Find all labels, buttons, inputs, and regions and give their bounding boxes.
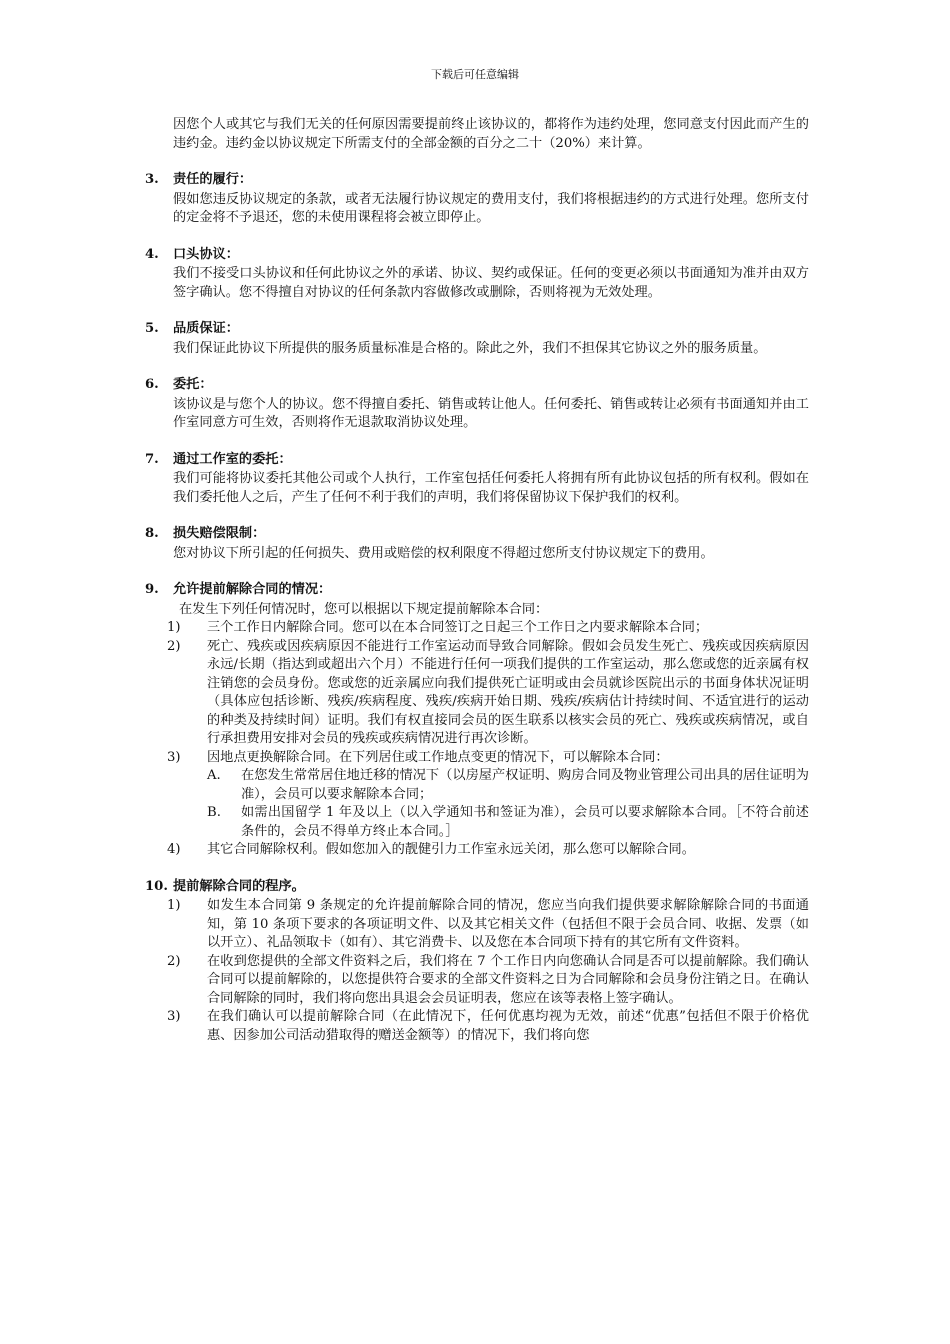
section-6: [145, 376, 809, 433]
list-item: [145, 619, 809, 638]
list-item: [145, 953, 809, 1009]
section-title: 委托：: [173, 377, 213, 392]
section-number: 6.: [145, 377, 159, 392]
item-text: 三个工作日内解除合同。您可以在本合同签订之日起三个工作日之内要求解除本合同；: [207, 620, 709, 635]
sub-item-letter: A.: [207, 768, 221, 783]
list-item: [145, 749, 809, 768]
section-body: 我们可能将协议委托其他公司或个人执行，工作室包括任何委托人将拥有所有此协议包括的所有权利。假如在我们委托他人之后，产生了任何不利于我们的声明，我们将保留协议下保护我们的权利。: [173, 471, 809, 505]
section-body: 您对协议下所引起的任何损失、费用或赔偿的权利限度不得超过您所支付协议规定下的费用。: [173, 545, 714, 561]
document-body: [145, 116, 809, 1063]
item-number: 1): [167, 620, 181, 635]
item-text: 如发生本合同第 9 条规定的允许提前解除合同的情况，您应当向我们提供要求解除解除合同的书面通知，第 10 条项下要求的各项证明文件、以及其它相关文件（包括但不限于会员合同、收据、发票（如以开立）、礼品领取卡（如有）、其它消费卡、以及您在本合同项下持有的其它所有文件资料。: [207, 898, 809, 950]
sub-list-item: [207, 767, 809, 804]
item-text: 因地点更换解除合同。在下列居住或工作地点变更的情况下，可以解除本合同：: [207, 749, 669, 765]
section-5: [145, 320, 809, 358]
section-7: [145, 451, 809, 508]
sub-list-item: [207, 804, 809, 841]
section-title: 口头协议：: [173, 246, 239, 262]
item-number: 2): [167, 638, 181, 654]
section-title: 品质保证：: [173, 321, 239, 336]
section-number: 4.: [145, 246, 159, 262]
section-number: 5.: [145, 321, 159, 336]
section-title: 通过工作室的委托：: [173, 451, 292, 467]
section-body: 我们保证此协议下所提供的服务质量标准是合格的。除此之外，我们不担保其它协议之外的服务质量。: [173, 340, 767, 356]
section-4: [145, 246, 809, 303]
section-title: 允许提前解除合同的情况：: [173, 582, 332, 597]
section-8: [145, 525, 809, 563]
item-text: 死亡、残疾或因疾病原因不能进行工作室运动而导致合同解除。假如会员发生死亡、残疾或因疾病原因永远/长期（指达到或超出六个月）不能进行任何一项我们提供的工作室运动，那么您或您的近亲属有权注销您的会员身份。您或您的近亲属应向我们提供死亡证明或由会员就诊医院出示的书面身体状况证明（具体应包括诊断、残疾/疾病程度、残疾/疾病开始日期、残疾/疾病估计持续时间、不适宜进行的运动的种类及持续时间）证明。我们有权直接同会员的医生联系以核实会员的死亡、残疾或疾病情况，或自行承担费用安排对会员的残疾或疾病情况进行再次诊断。: [207, 638, 809, 746]
list-item: [145, 1008, 809, 1045]
sub-item-text: 在您发生常常居住地迁移的情况下（以房屋产权证明、购房合同及物业管理公司出具的居住证明为准），会员可以要求解除本合同；: [241, 768, 809, 802]
list-item: [145, 638, 809, 749]
item-number: 4): [167, 842, 181, 857]
item-text: 在收到您提供的全部文件资料之后，我们将在 7 个工作日内向您确认合同是否可以提前解除。我们确认合同可以提前解除的，以您提供符合要求的全部文件资料之日为合同解除和会员身份注销之日。在确认合同解除的同时，我们将向您出具退会会员证明表，您应在该等表格上签字确认。: [207, 953, 809, 1006]
section-number: 9.: [145, 582, 159, 597]
section-body: 我们不接受口头协议和任何此协议之外的承诺、协议、契约或保证。任何的变更必须以书面通知为准并由双方签字确认。您不得擅自对协议的任何条款内容做修改或删除，否则将视为无效处理。: [173, 266, 809, 300]
section-body: 该协议是与您个人的协议。您不得擅自委托、销售或转让他人。任何委托、销售或转让必须有书面通知并由工作室同意方可生效，否则将作无退款取消协议处理。: [173, 396, 809, 430]
section-number: 8.: [145, 526, 159, 541]
item-number: 2): [167, 953, 181, 969]
section-3: [145, 171, 809, 228]
section-number: 3.: [145, 172, 159, 187]
section-title: 责任的履行：: [173, 172, 253, 187]
section-10: [145, 878, 809, 1046]
list-item: [145, 841, 809, 860]
sub-item-text: 如需出国留学 1 年及以上（以入学通知书和签证为准），会员可以要求解除本合同。［不符合前述条件的，会员不得单方终止本合同。］: [241, 805, 809, 839]
section-number: 7.: [145, 451, 159, 467]
item-text: 其它合同解除权利。假如您加入的靓健引力工作室永远关闭，那么您可以解除合同。: [207, 842, 695, 857]
sub-item-letter: B.: [207, 805, 221, 820]
section-9: [145, 581, 809, 860]
section-title: 提前解除合同的程序。: [173, 878, 305, 894]
item-number: 1): [167, 898, 181, 913]
page-header: 下载后可任意编辑: [431, 68, 519, 81]
section-title: 损失赔偿限制：: [173, 526, 266, 541]
section-body: 假如您违反协议规定的条款，或者无法履行协议规定的费用支付，我们将根据违约的方式进行处理。您所支付的定金将不予退还，您的未使用课程将会被立即停止。: [173, 191, 809, 225]
item-text: 在我们确认可以提前解除合同（在此情况下，任何优惠均视为无效，前述“优惠”包括但不限于价格优惠、因参加公司活动猎取得的赠送金额等）的情况下，我们将向您: [207, 1009, 809, 1043]
list-item: [145, 897, 809, 953]
intro-paragraph: 因您个人或其它与我们无关的任何原因需要提前终止该协议的，都将作为违约处理，您同意支付因此而产生的违约金。违约金以协议规定下所需支付的全部金额的百分之二十（20%）来计算。: [173, 117, 809, 151]
section-number: 10.: [145, 878, 168, 894]
item-number: 3): [167, 1009, 181, 1024]
section-lead: 在发生下列任何情况时，您可以根据以下规定提前解除本合同：: [179, 601, 549, 617]
item-number: 3): [167, 749, 181, 765]
